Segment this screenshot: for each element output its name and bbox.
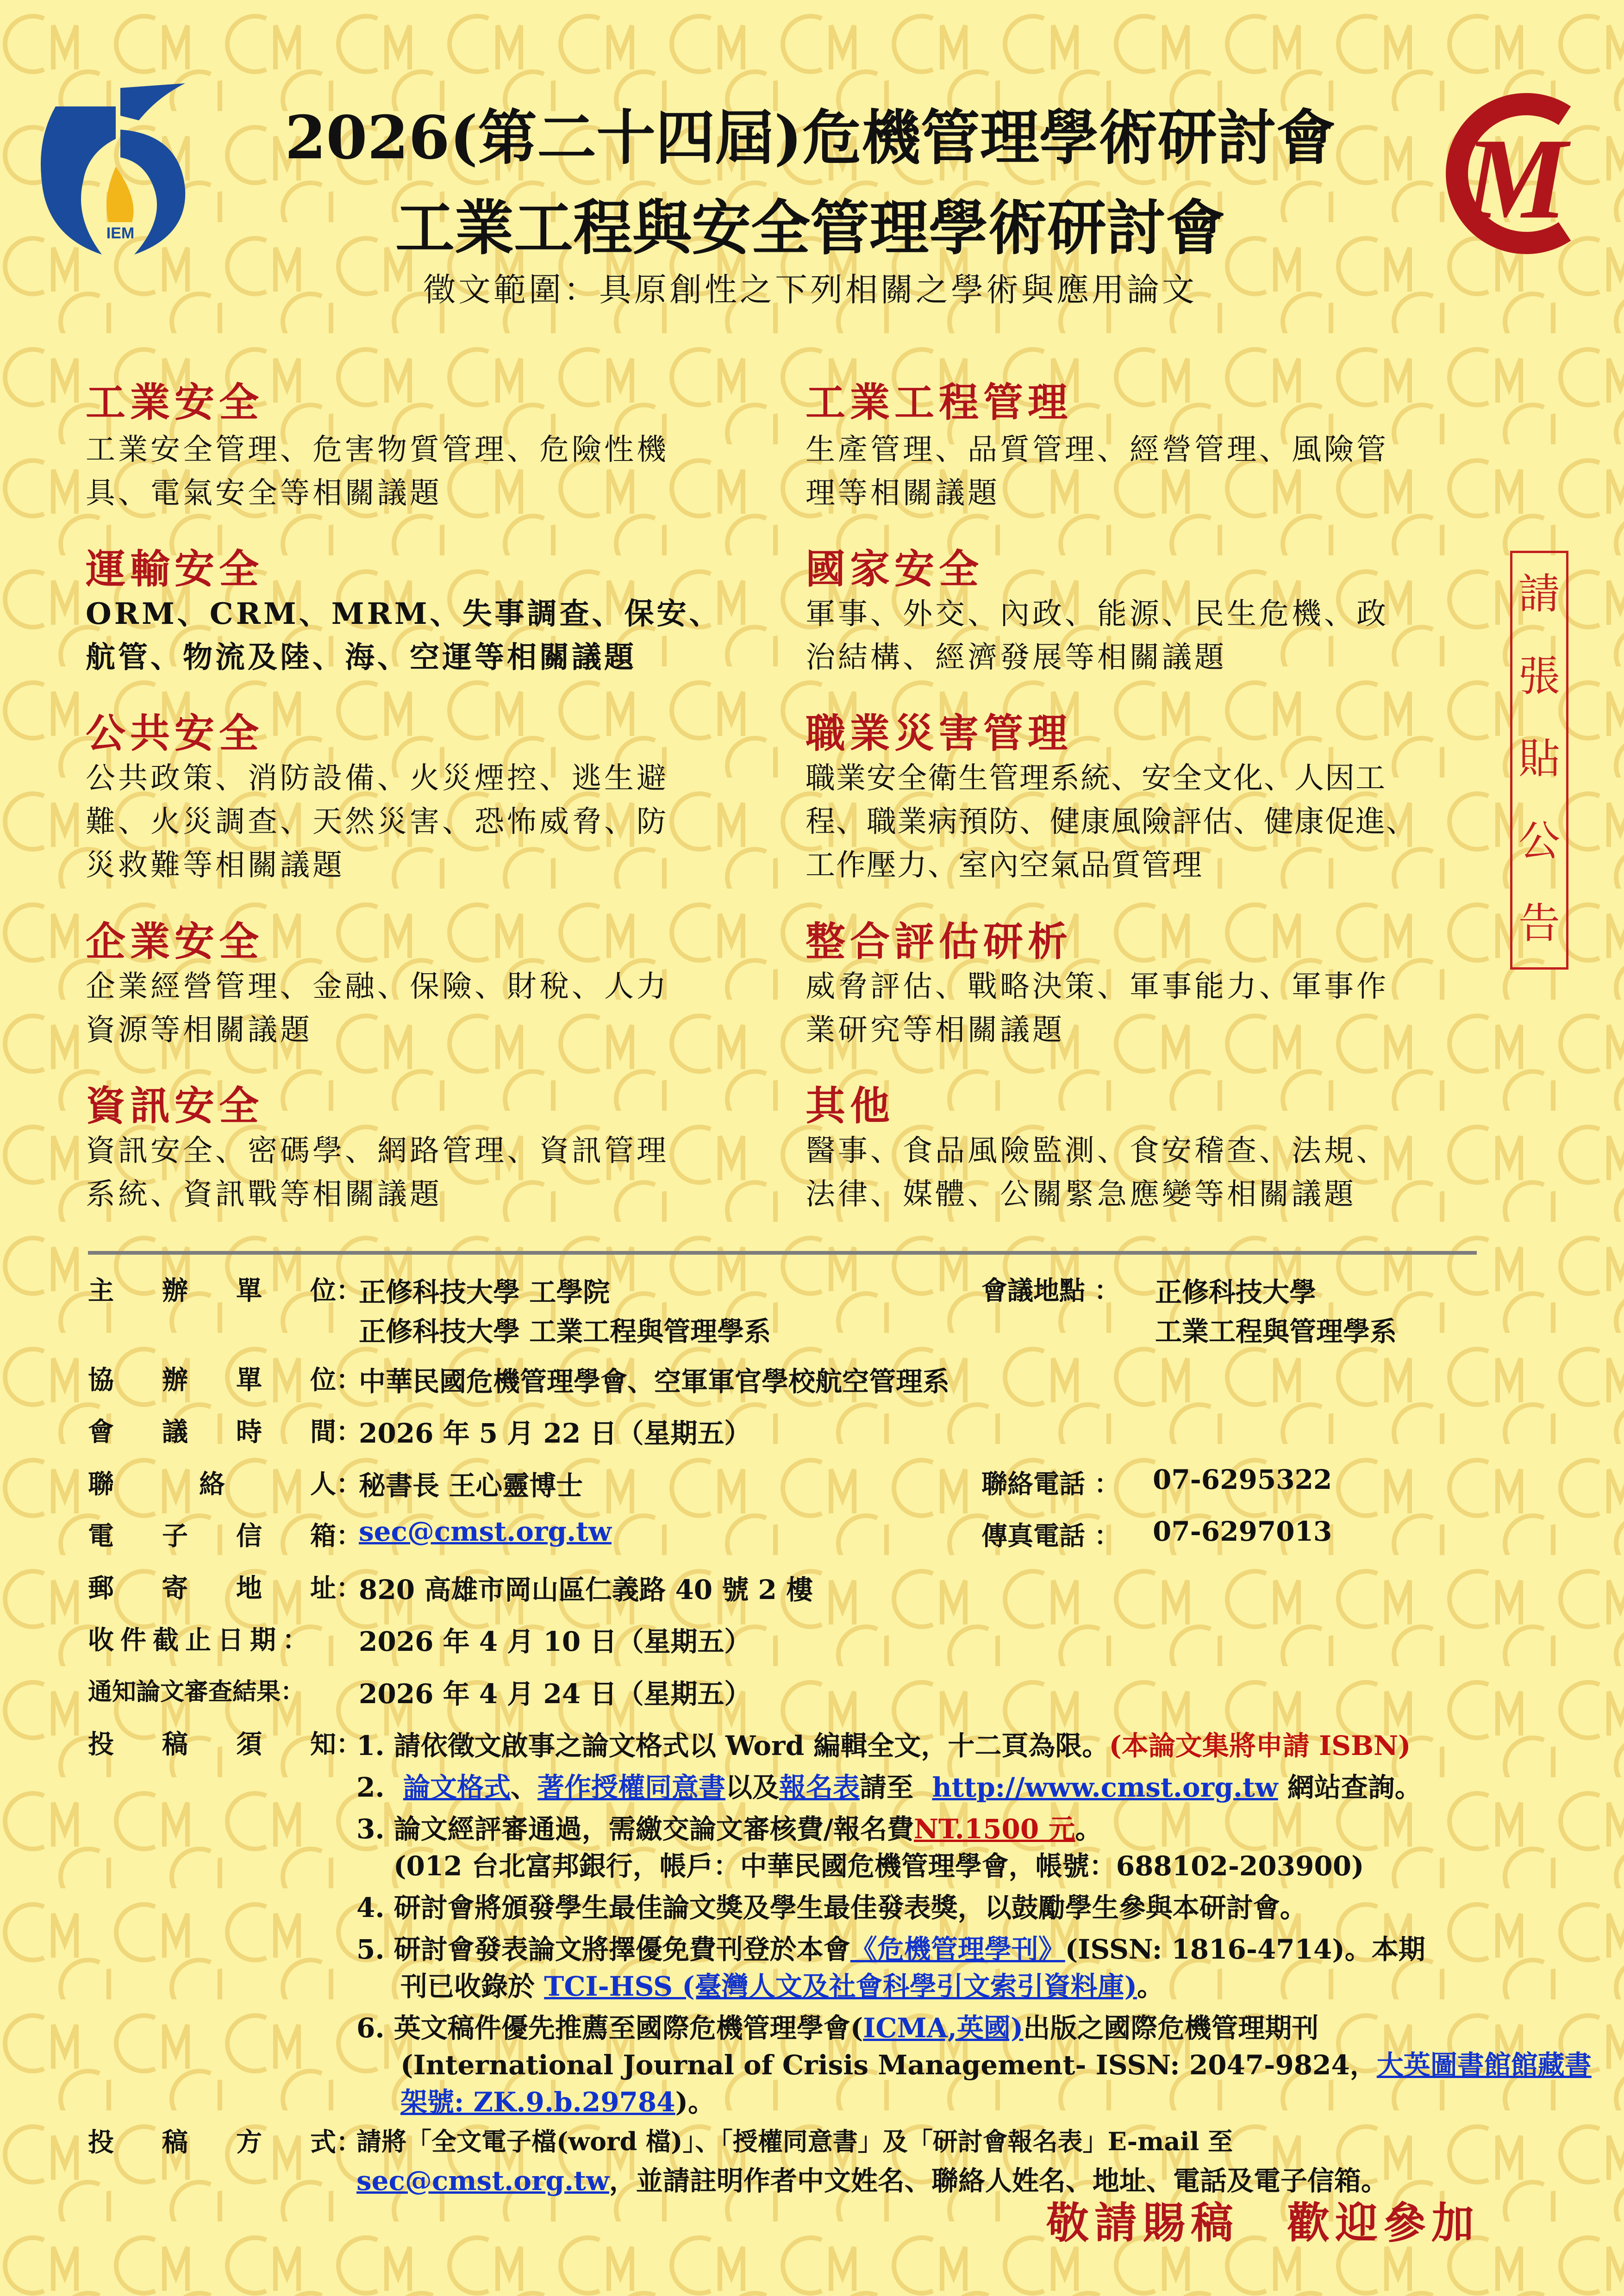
topic-body <box>86 1129 743 1216</box>
topic-body <box>806 965 1463 1052</box>
email-link[interactable]: sec@cmst.org.tw <box>359 1516 612 1547</box>
deadline-label: 收件截止日期： <box>88 1625 315 1655</box>
organizer-label: 主 辦 單 位： <box>88 1276 362 1306</box>
topic-line: 理等相關議題 <box>806 476 1000 510</box>
page-subtitle-title: 工業工程與安全管理學術研討會 <box>395 193 1225 263</box>
topic-body <box>806 592 1463 679</box>
closing-message: 敬請賜稿 歡迎參加 <box>1046 2198 1480 2248</box>
address-label: 郵 寄 地 址： <box>88 1573 362 1604</box>
topic-title: 運輸安全 <box>86 546 263 592</box>
topic-line: 威脅評估、戰略決策、軍事能力、軍事作 <box>806 970 1389 1004</box>
note-3-bank: (012 台北富邦銀行，帳戶：中華民國危機管理學會，帳號：688102-203900) <box>394 1850 1364 1882</box>
note-1: 1. 請依徵文啟事之論文格式以 Word 編輯全文，十二頁為限。(本論文集將申請 ISBN) <box>356 1730 1411 1761</box>
topic-title: 國家安全 <box>806 546 983 592</box>
topic-line: ORM、CRM、MRM、失事調查、保安、 <box>86 597 722 631</box>
topic-body <box>806 757 1500 887</box>
topic-body <box>86 428 743 515</box>
topic-title: 企業安全 <box>86 918 263 965</box>
phone-value: 07-6295322 <box>1153 1464 1332 1495</box>
note-6-line3: 架號: ZK.9.b.29784)。 <box>400 2086 715 2118</box>
topic-line: 業研究等相關議題 <box>806 1013 1065 1047</box>
notice-char: 張 <box>1518 652 1560 701</box>
british-library-link[interactable]: 大英圖書館館藏書 <box>1376 2049 1592 2081</box>
topic-line: 災救難等相關議題 <box>86 848 345 883</box>
phone-label: 聯絡電話 ： <box>981 1469 1120 1500</box>
venue-value-1: 正修科技大學 <box>1155 1276 1317 1308</box>
call-for-papers-scope: 徵文範圍：具原創性之下列相關之學術與應用論文 <box>423 271 1197 309</box>
note-4: 4. 研討會將頒發學生最佳論文獎及學生最佳發表獎，以鼓勵學生參與本研討會。 <box>356 1892 1307 1923</box>
topic-title: 工業安全 <box>86 379 263 426</box>
note-3: 3. 論文經評審通過，需繳交論文審核費/報名費NT.1500 元。 <box>356 1813 1102 1845</box>
topic-body <box>806 428 1463 515</box>
submission-email-link[interactable]: sec@cmst.org.tw <box>356 2165 609 2196</box>
iem-logo <box>28 79 204 273</box>
topic-line: 資訊安全、密碼學、網路管理、資訊管理 <box>86 1134 669 1168</box>
topic-line: 難、火災調查、天然災害、恐怖威脅、防 <box>86 805 669 839</box>
topic-line: 系統、資訊戰等相關議題 <box>86 1177 442 1212</box>
fax-value: 07-6297013 <box>1153 1516 1332 1547</box>
topic-line: 公共政策、消防設備、火災煙控、逃生避 <box>86 761 669 796</box>
copyright-form-link[interactable]: 著作授權同意書 <box>537 1772 725 1803</box>
note-6: 6. 英文稿件優先推薦至國際危機管理學會(ICMA,英國)出版之國際危機管理期刊 <box>356 2012 1319 2044</box>
topic-title: 其他 <box>806 1083 894 1129</box>
topic-line: 航管、物流及陸、海、空運等相關議題 <box>86 640 637 675</box>
fee-amount: NT.1500 元 <box>913 1813 1075 1845</box>
topic-title: 公共安全 <box>86 710 263 757</box>
topic-line: 資源等相關議題 <box>86 1013 312 1047</box>
topic-line: 軍事、外交、內政、能源、民生危機、政 <box>806 597 1389 631</box>
venue-value-2: 工業工程與管理學系 <box>1155 1316 1397 1347</box>
notice-char: 公 <box>1518 817 1560 865</box>
notice-char: 請 <box>1518 570 1560 618</box>
topic-line: 工作壓力、室內空氣品質管理 <box>806 848 1203 883</box>
email-label: 電 子 信 箱： <box>88 1521 362 1551</box>
topic-line: 程、職業病預防、健康風險評估、健康促進、 <box>806 805 1417 839</box>
topic-body <box>86 592 743 679</box>
note-2: 2. 論文格式、著作授權同意書以及報名表請至 http://www.cmst.org.tw 網站查詢。 <box>356 1772 1422 1803</box>
topic-title: 工業工程管理 <box>806 379 1072 426</box>
registration-form-link[interactable]: 報名表 <box>779 1772 860 1803</box>
cm-logo <box>1412 79 1593 264</box>
topic-line: 職業安全衛生管理系統、安全文化、人因工 <box>806 761 1386 796</box>
topic-title: 整合評估研析 <box>806 918 1072 965</box>
icma-link[interactable]: ICMA,英國) <box>863 2012 1024 2044</box>
paper-format-link[interactable]: 論文格式 <box>403 1772 511 1803</box>
topic-line: 醫事、食品風險監測、食安稽查、法規、 <box>806 1134 1389 1168</box>
fax-label: 傳真電話 ： <box>981 1521 1120 1551</box>
cm-logo-text: M <box>1464 115 1568 243</box>
address-value: 820 高雄市岡山區仁義路 40 號 2 樓 <box>359 1574 813 1605</box>
date-label: 會 議 時 間： <box>88 1417 362 1447</box>
shelfmark-link[interactable]: 架號: ZK.9.b.29784 <box>400 2086 675 2118</box>
note-5: 5. 研討會發表論文將擇優免費刊登於本會《危機管理學刊》(ISSN: 1816-4714)。本期 <box>356 1934 1425 1965</box>
topic-line: 具、電氣安全等相關議題 <box>86 476 442 510</box>
contact-label: 聯 絡 人： <box>88 1469 362 1500</box>
topic-line: 企業經營管理、金融、保險、財稅、人力 <box>86 970 669 1004</box>
section-divider <box>88 1251 1477 1255</box>
notes-label: 投 稿 須 知： <box>88 1729 362 1760</box>
venue-label: 會議地點 ： <box>981 1276 1120 1306</box>
organizer-value-2: 正修科技大學 工業工程與管理學系 <box>359 1316 771 1347</box>
topic-title: 資訊安全 <box>86 1083 263 1129</box>
co-organizer-label: 協 辦 單 位： <box>88 1365 362 1395</box>
notice-char: 告 <box>1518 899 1560 948</box>
method-line-1: 請將「全文電子檔(word 檔)」、「授權同意書」及「研討會報名表」E-mail 至 <box>356 2127 1233 2156</box>
topic-line: 法律、媒體、公關緊急應變等相關議題 <box>806 1177 1356 1212</box>
review-label: 通知論文審查結果： <box>88 1678 305 1706</box>
method-line-2: sec@cmst.org.tw，並請註明作者中文姓名、聯絡人姓名、地址、電話及電子信箱。 <box>356 2165 1388 2196</box>
topic-title: 職業災害管理 <box>806 710 1072 757</box>
topic-line: 治結構、經濟發展等相關議題 <box>806 641 1227 675</box>
deadline-value: 2026 年 4 月 10 日（星期五） <box>359 1626 751 1657</box>
please-post-notice <box>1510 551 1568 970</box>
contact-value: 秘書長 王心靈博士 <box>359 1470 583 1501</box>
topic-body <box>806 1129 1463 1216</box>
note-5-line2: 刊已收錄於 TCI-HSS (臺灣人文及社會科學引文索引資料庫)。 <box>400 1971 1164 2002</box>
page-title: 2026(第二十四屆)危機管理學術研討會 <box>285 103 1336 173</box>
review-value: 2026 年 4 月 24 日（星期五） <box>359 1678 751 1710</box>
method-label: 投 稿 方 式： <box>88 2127 362 2158</box>
co-organizer-value: 中華民國危機管理學會、空軍軍官學校航空管理系 <box>359 1366 950 1397</box>
notice-char: 貼 <box>1518 734 1560 783</box>
topic-line: 生產管理、品質管理、經營管理、風險管 <box>806 433 1389 467</box>
website-link[interactable]: http://www.cmst.org.tw <box>932 1772 1278 1803</box>
iem-logo-text: IEM <box>106 224 135 242</box>
tci-hss-link[interactable]: TCI-HSS (臺灣人文及社會科學引文索引資料庫) <box>544 1971 1137 2002</box>
topic-body <box>86 757 743 887</box>
topic-body <box>86 965 743 1052</box>
date-value: 2026 年 5 月 22 日（星期五） <box>359 1418 751 1449</box>
topic-line: 工業安全管理、危害物質管理、危險性機 <box>86 433 669 467</box>
journal-link[interactable]: 《危機管理學刊》 <box>850 1934 1065 1965</box>
note-6-line2: (International Journal of Crisis Management- ISSN: 2047-9824，大英圖書館館藏書 <box>400 2049 1592 2081</box>
organizer-value-1: 正修科技大學 工學院 <box>359 1276 610 1308</box>
